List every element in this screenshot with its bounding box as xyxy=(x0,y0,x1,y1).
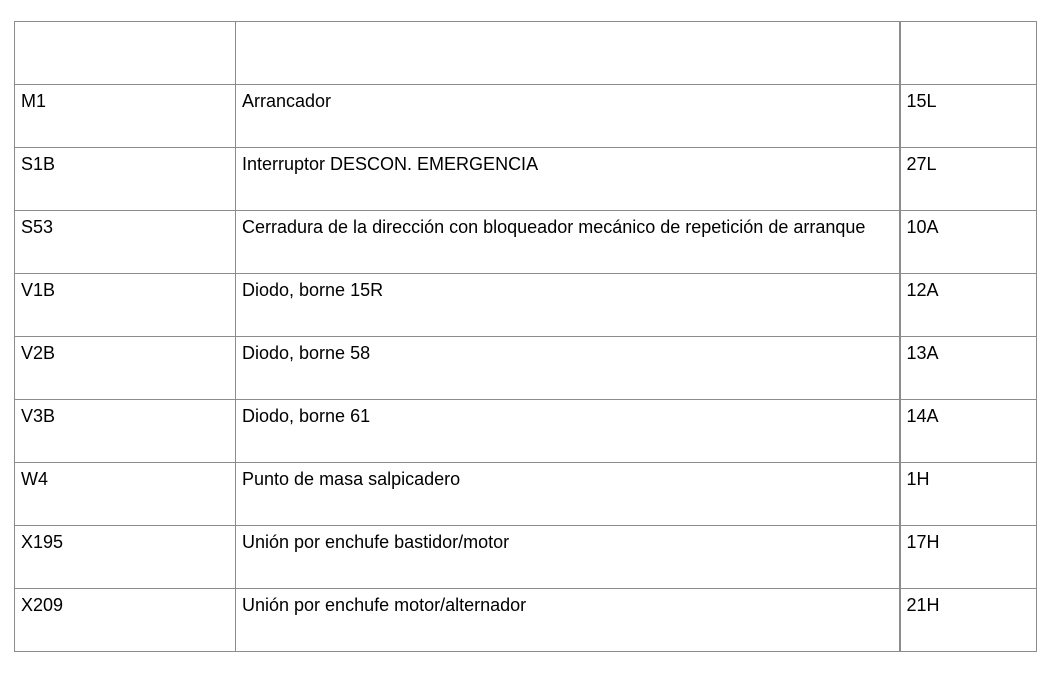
component-description: Arrancador xyxy=(236,85,900,148)
table-row xyxy=(15,589,1037,652)
component-description: Unión por enchufe motor/alternador xyxy=(236,589,900,652)
component-code: V2B xyxy=(15,337,236,400)
component-ref: 10A xyxy=(900,211,1037,274)
table-row xyxy=(15,211,1037,274)
component-description: Cerradura de la dirección con bloqueador mecánico de repetición de arranque xyxy=(236,211,900,274)
component-code: M1 xyxy=(15,85,236,148)
component-ref: 27L xyxy=(900,148,1037,211)
table-row xyxy=(15,337,1037,400)
component-code: X209 xyxy=(15,589,236,652)
component-code: W4 xyxy=(15,463,236,526)
table-row xyxy=(15,148,1037,211)
component-code: S53 xyxy=(15,211,236,274)
table-row xyxy=(15,274,1037,337)
table-row xyxy=(15,463,1037,526)
table-row xyxy=(15,526,1037,589)
component-ref: 1H xyxy=(900,463,1037,526)
table-header-row xyxy=(15,22,1037,85)
component-description: Diodo, borne 15R xyxy=(236,274,900,337)
component-description: Punto de masa salpicadero xyxy=(236,463,900,526)
component-code: S1B xyxy=(15,148,236,211)
component-ref: 21H xyxy=(900,589,1037,652)
component-description: Unión por enchufe bastidor/motor xyxy=(236,526,900,589)
table-row xyxy=(15,400,1037,463)
component-code: X195 xyxy=(15,526,236,589)
header-code-cell xyxy=(15,22,236,85)
component-description: Diodo, borne 61 xyxy=(236,400,900,463)
component-ref: 15L xyxy=(900,85,1037,148)
header-ref-cell xyxy=(900,22,1037,85)
component-ref: 13A xyxy=(900,337,1037,400)
component-ref: 17H xyxy=(900,526,1037,589)
component-code: V3B xyxy=(15,400,236,463)
component-description: Interruptor DESCON. EMERGENCIA xyxy=(236,148,900,211)
table-row xyxy=(15,85,1037,148)
component-ref: 14A xyxy=(900,400,1037,463)
component-code: V1B xyxy=(15,274,236,337)
header-description-cell xyxy=(236,22,900,85)
component-description: Diodo, borne 58 xyxy=(236,337,900,400)
component-table xyxy=(14,21,1037,652)
component-ref: 12A xyxy=(900,274,1037,337)
